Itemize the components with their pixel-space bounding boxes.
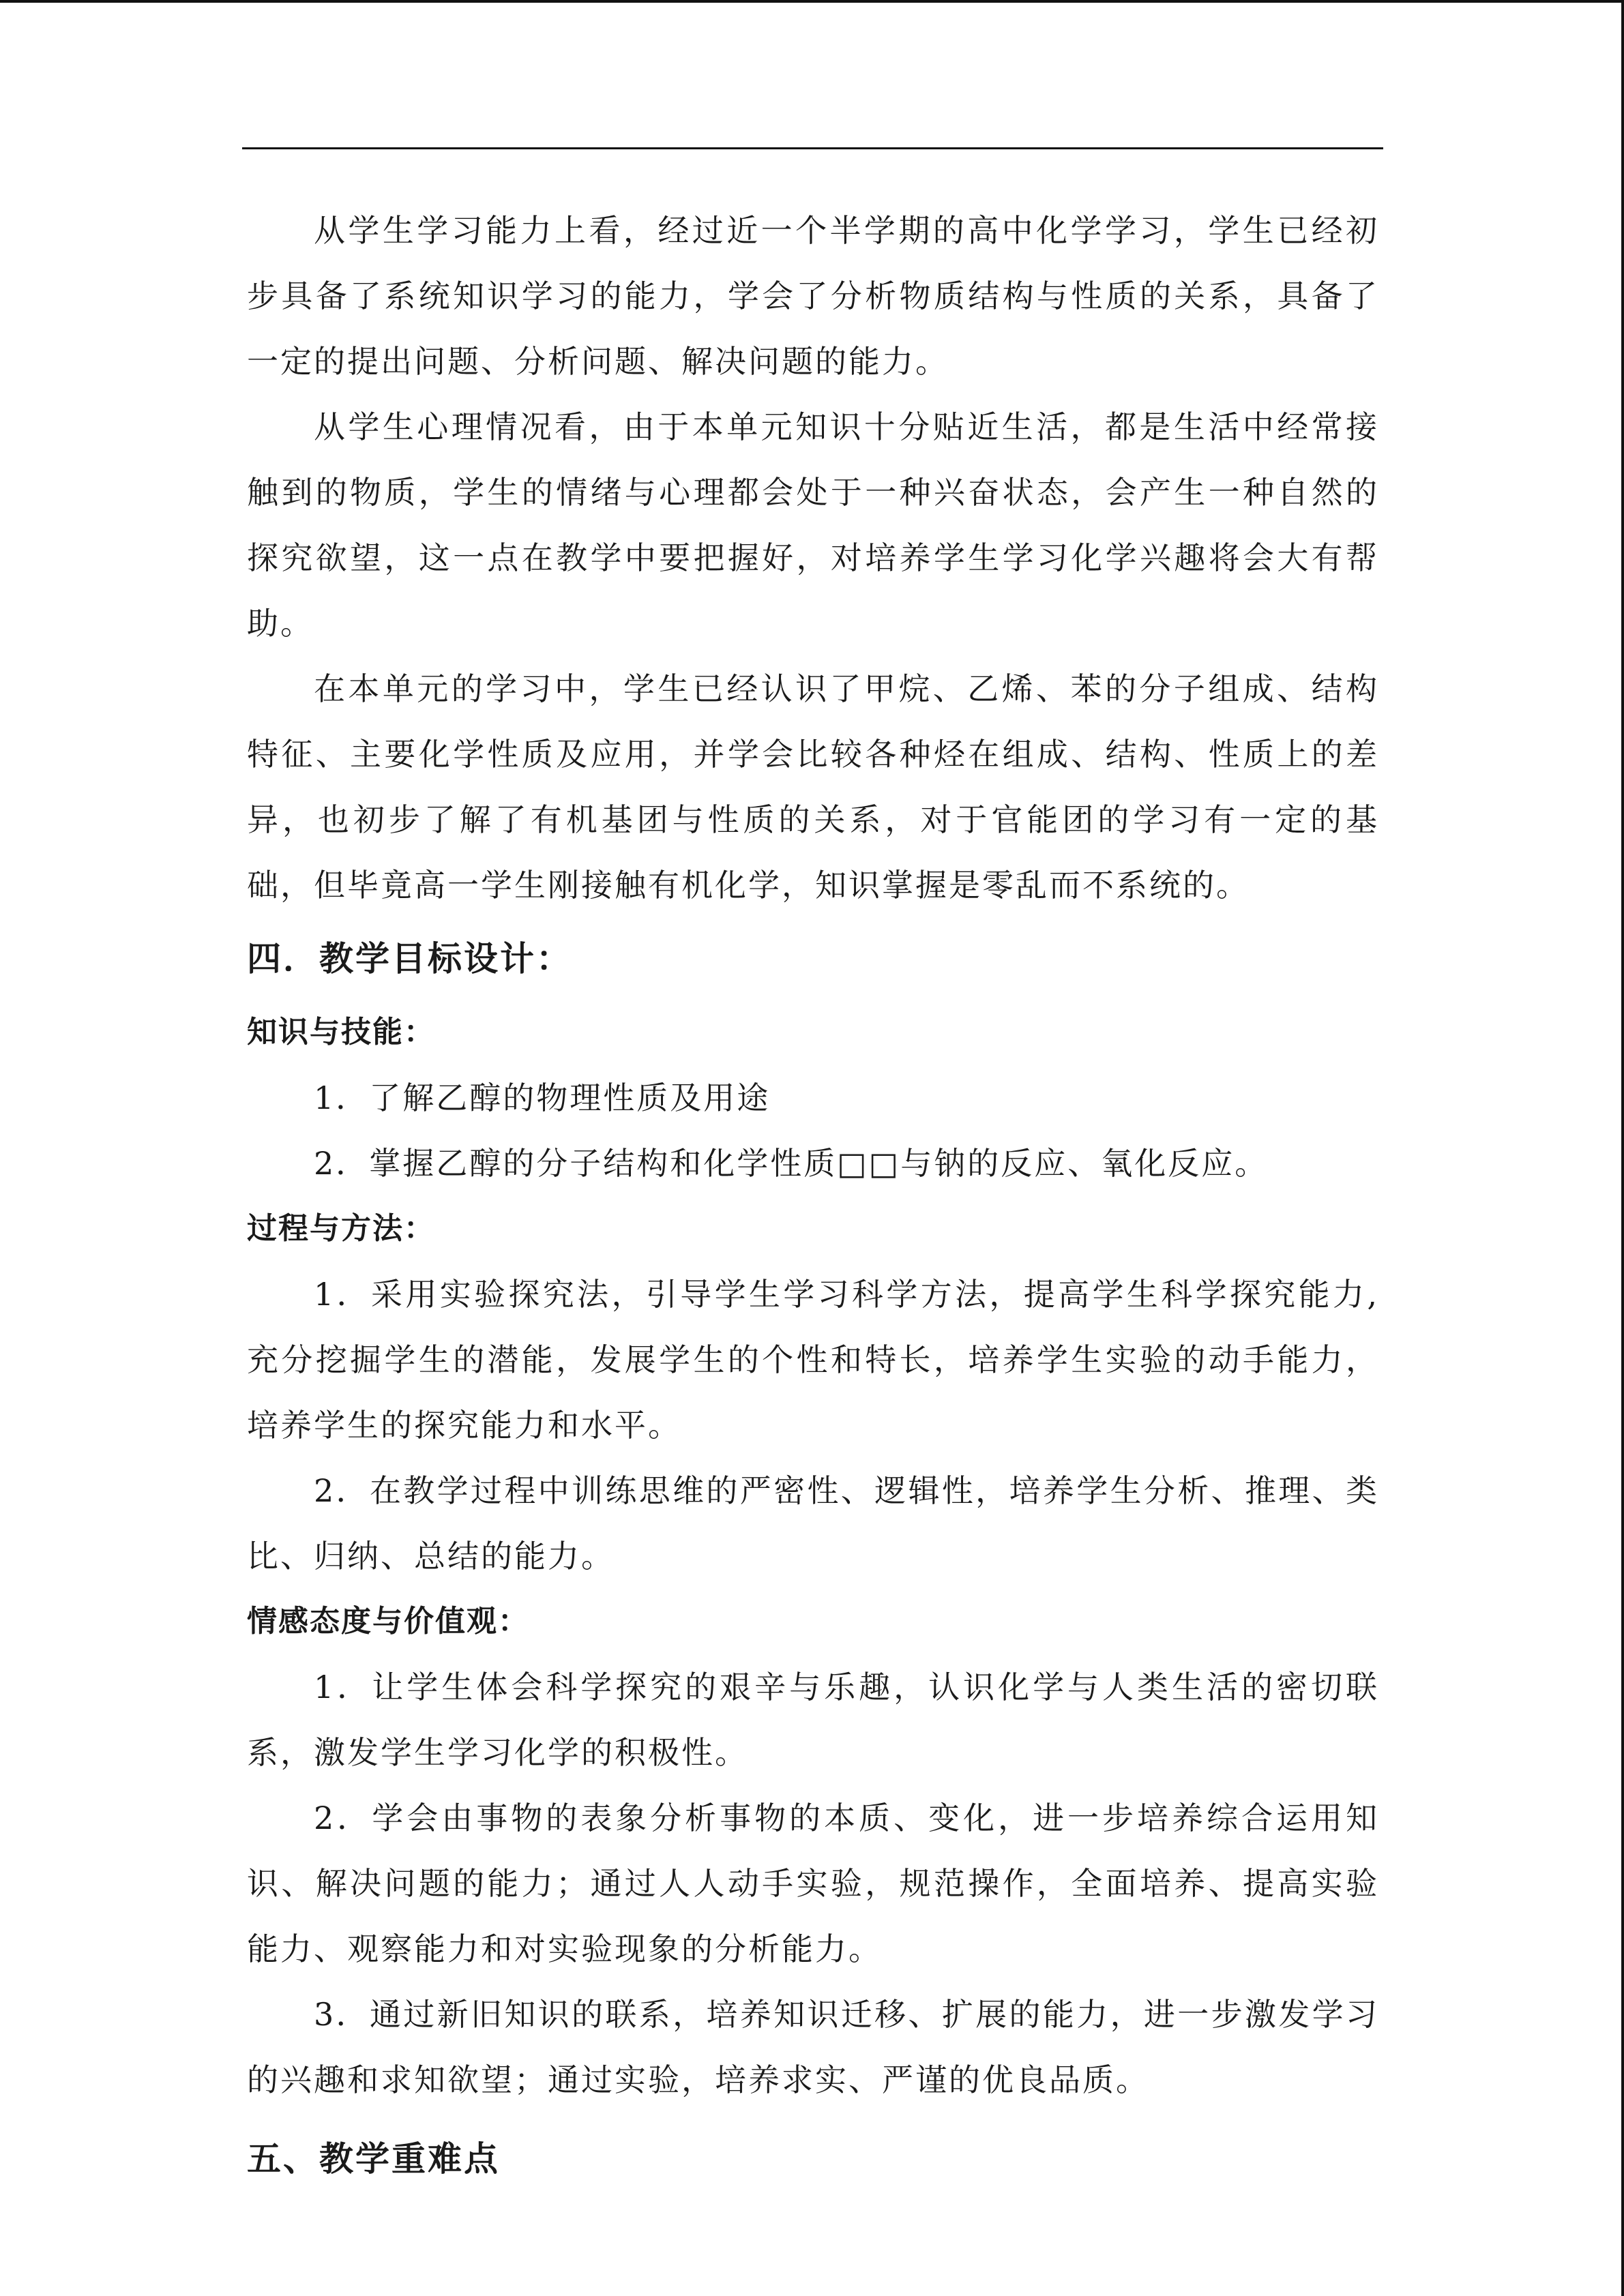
process-item-1: 1．采用实验探究法，引导学生学习科学方法，提高学生科学探究能力,充分挖掘学生的潜能，发展学生的个性和特长，培养学生实验的动手能力，培养学生的探究能力和水平。 [247,1276,1379,1444]
emotion-values-heading: 情感态度与价值观： [247,1604,529,1639]
knowledge-item-1: 1．了解乙醇的物理性质及用途 [314,1079,771,1116]
paragraph-learning-ability: 从学生学习能力上看，经过近一个半学期的高中化学学习，学生已经初步具备了系统知识学习的能力，学会了分析物质结构与性质的关系，具备了一定的提出问题、分析问题、解决问题的能力。 [247,212,1379,380]
process-item-2: 2．在教学过程中训练思维的严密性、逻辑性，培养学生分析、推理、类比、归纳、总结的能力。 [247,1472,1379,1575]
emotion-item-2: 2．学会由事物的表象分析事物的本质、变化，进一步培养综合运用知识、解决问题的能力；通过人人动手实验，规范操作，全面培养、提高实验能力、观察能力和对实验现象的分析能力。 [247,1800,1379,1967]
document-body [247,198,1379,2192]
emotion-item-1: 1．让学生体会科学探究的艰辛与乐趣，认识化学与人类生活的密切联系，激发学生学习化学的积极性。 [247,1669,1379,1771]
header-rule [242,147,1383,149]
section-5-title: 五、教学重难点 [247,2139,500,2179]
process-methods-heading: 过程与方法： [247,1211,435,1246]
paragraph-psychology: 从学生心理情况看，由于本单元知识十分贴近生活，都是生活中经常接触到的物质，学生的情绪与心理都会处于一种兴奋状态，会产生一种自然的探究欲望，这一点在教学中要把握好，对培养学生学习化学兴趣将会大有帮助。 [247,408,1379,642]
page-border-right [1621,0,1624,2296]
page-border-top [0,0,1624,3]
knowledge-skills-heading: 知识与技能： [247,1015,435,1049]
section-4-title: 四．教学目标设计： [247,939,572,979]
paragraph-unit-knowledge: 在本单元的学习中，学生已经认识了甲烷、乙烯、苯的分子组成、结构特征、主要化学性质及应用，并学会比较各种烃在组成、结构、性质上的差异，也初步了解了有机基团与性质的关系，对于官能团的学习有一定的基础，但毕竟高一学生刚接触有机化学，知识掌握是零乱而不系统的。 [247,670,1379,904]
emotion-item-3: 3．通过新旧知识的联系，培养知识迁移、扩展的能力，进一步激发学习的兴趣和求知欲望；通过实验，培养求实、严谨的优良品质。 [247,1996,1379,2098]
knowledge-item-2: 2．掌握乙醇的分子结构和化学性质□□与钠的反应、氧化反应。 [314,1145,1269,1182]
